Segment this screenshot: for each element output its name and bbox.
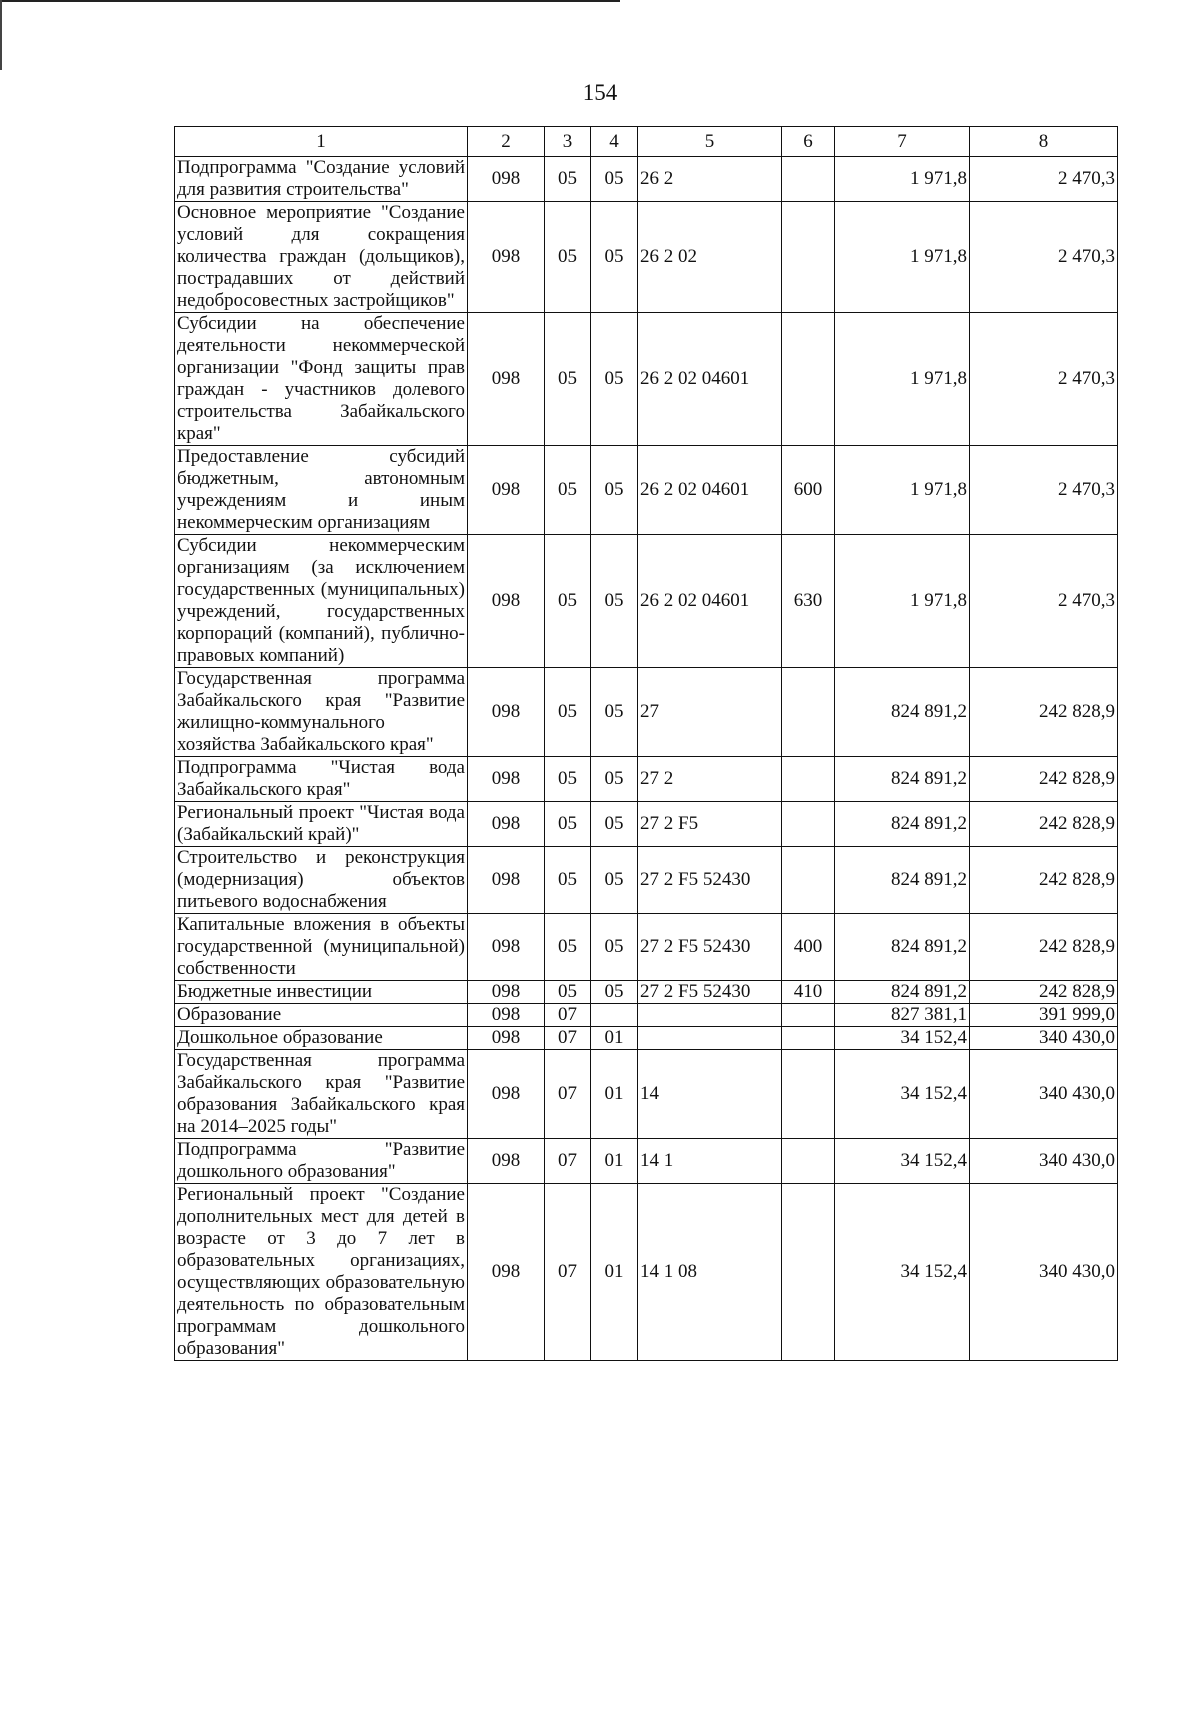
row-name-cell: Подпрограмма "Чистая вода Забайкальского края" [175,757,468,802]
target-article-cell: 27 2 F5 52430 [638,847,782,914]
expense-type-cell [782,668,835,757]
table-row [175,1139,1118,1184]
expense-type-cell: 410 [782,981,835,1004]
subsection-code-cell: 01 [591,1027,638,1050]
amount-year1-cell: 827 381,1 [835,1004,970,1027]
table-row [175,202,1118,313]
ministry-code-cell: 098 [468,157,545,202]
table-row [175,668,1118,757]
subsection-code-cell: 05 [591,535,638,668]
expense-type-cell [782,1050,835,1139]
amount-year1-cell: 1 971,8 [835,446,970,535]
table-row [175,1050,1118,1139]
ministry-code-cell: 098 [468,446,545,535]
subsection-code-cell: 05 [591,757,638,802]
section-code-cell: 05 [545,157,591,202]
amount-year1-cell: 1 971,8 [835,157,970,202]
amount-year1-cell: 34 152,4 [835,1050,970,1139]
row-name-cell: Субсидии некоммерческим организациям (за исключением государственных (муниципальных) учреждений, государственных корпораций (компаний), публично-правовых компаний) [175,535,468,668]
ministry-code-cell: 098 [468,1050,545,1139]
amount-year1-cell: 1 971,8 [835,202,970,313]
amount-year2-cell: 340 430,0 [970,1184,1118,1361]
amount-year2-cell: 2 470,3 [970,446,1118,535]
amount-year1-cell: 824 891,2 [835,981,970,1004]
amount-year2-cell: 2 470,3 [970,157,1118,202]
row-name-cell: Основное мероприятие "Создание условий для сокращения количества граждан (дольщиков), пострадавших от действий недобросовестных застройщиков" [175,202,468,313]
section-code-cell: 05 [545,313,591,446]
table-row [175,535,1118,668]
table-row [175,847,1118,914]
subsection-code-cell: 05 [591,802,638,847]
ministry-code-cell: 098 [468,313,545,446]
target-article-cell: 26 2 02 04601 [638,313,782,446]
ministry-code-cell: 098 [468,914,545,981]
target-article-cell: 27 [638,668,782,757]
table-body [175,157,1118,1361]
expense-type-cell: 400 [782,914,835,981]
budget-table [174,126,1118,1361]
scan-edge-left [0,0,2,70]
section-code-cell: 07 [545,1050,591,1139]
subsection-code-cell: 05 [591,446,638,535]
ministry-code-cell: 098 [468,1027,545,1050]
row-name-cell: Государственная программа Забайкальского края "Развитие образования Забайкальского края на 2014–2025 годы" [175,1050,468,1139]
amount-year2-cell: 242 828,9 [970,668,1118,757]
header-row [175,127,1118,157]
target-article-cell: 26 2 02 04601 [638,535,782,668]
target-article-cell: 14 1 [638,1139,782,1184]
subsection-code-cell: 05 [591,668,638,757]
section-code-cell: 07 [545,1139,591,1184]
row-name-cell: Субсидии на обеспечение деятельности некоммерческой организации "Фонд защиты прав граждан - участников долевого строительства Забайкальского края" [175,313,468,446]
target-article-cell [638,1027,782,1050]
row-name-cell: Региональный проект "Создание дополнительных мест для детей в возрасте от 3 до 7 лет в образовательных организациях, осуществляющих образовательную деятельность по образовательным программам дошкольного образования" [175,1184,468,1361]
amount-year1-cell: 34 152,4 [835,1184,970,1361]
table-row [175,914,1118,981]
amount-year1-cell: 1 971,8 [835,313,970,446]
section-code-cell: 05 [545,847,591,914]
target-article-cell: 27 2 [638,757,782,802]
amount-year1-cell: 1 971,8 [835,535,970,668]
row-name-cell: Дошкольное образование [175,1027,468,1050]
expense-type-cell [782,202,835,313]
header-cell: 2 [468,127,545,157]
amount-year1-cell: 824 891,2 [835,757,970,802]
amount-year1-cell: 824 891,2 [835,668,970,757]
subsection-code-cell: 05 [591,202,638,313]
subsection-code-cell: 05 [591,914,638,981]
amount-year2-cell: 2 470,3 [970,202,1118,313]
section-code-cell: 05 [545,446,591,535]
ministry-code-cell: 098 [468,202,545,313]
section-code-cell: 05 [545,757,591,802]
expense-type-cell [782,157,835,202]
header-cell: 7 [835,127,970,157]
section-code-cell: 05 [545,202,591,313]
ministry-code-cell: 098 [468,981,545,1004]
row-name-cell: Строительство и реконструкция (модернизация) объектов питьевого водоснабжения [175,847,468,914]
table-row [175,313,1118,446]
amount-year2-cell: 2 470,3 [970,313,1118,446]
page-number: 154 [582,80,618,105]
target-article-cell: 14 [638,1050,782,1139]
table-row [175,981,1118,1004]
ministry-code-cell: 098 [468,847,545,914]
section-code-cell: 05 [545,981,591,1004]
header-cell: 8 [970,127,1118,157]
target-article-cell: 27 2 F5 [638,802,782,847]
header-cell: 1 [175,127,468,157]
expense-type-cell: 630 [782,535,835,668]
header-cell: 6 [782,127,835,157]
ministry-code-cell: 098 [468,802,545,847]
table-row [175,446,1118,535]
amount-year1-cell: 34 152,4 [835,1027,970,1050]
amount-year2-cell: 2 470,3 [970,535,1118,668]
section-code-cell: 05 [545,914,591,981]
subsection-code-cell: 05 [591,847,638,914]
row-name-cell: Бюджетные инвестиции [175,981,468,1004]
subsection-code-cell: 01 [591,1184,638,1361]
expense-type-cell [782,847,835,914]
ministry-code-cell: 098 [468,757,545,802]
row-name-cell: Подпрограмма "Развитие дошкольного образования" [175,1139,468,1184]
amount-year1-cell: 824 891,2 [835,914,970,981]
ministry-code-cell: 098 [468,1004,545,1027]
ministry-code-cell: 098 [468,1139,545,1184]
section-code-cell: 07 [545,1004,591,1027]
expense-type-cell [782,1184,835,1361]
amount-year2-cell: 242 828,9 [970,757,1118,802]
section-code-cell: 07 [545,1184,591,1361]
subsection-code-cell: 01 [591,1050,638,1139]
amount-year2-cell: 340 430,0 [970,1139,1118,1184]
subsection-code-cell: 01 [591,1139,638,1184]
row-name-cell: Капитальные вложения в объекты государственной (муниципальной) собственности [175,914,468,981]
amount-year1-cell: 824 891,2 [835,847,970,914]
expense-type-cell [782,757,835,802]
section-code-cell: 05 [545,668,591,757]
ministry-code-cell: 098 [468,1184,545,1361]
scan-edge-top [0,0,620,2]
table-row [175,1184,1118,1361]
target-article-cell: 26 2 02 04601 [638,446,782,535]
amount-year1-cell: 34 152,4 [835,1139,970,1184]
amount-year2-cell: 242 828,9 [970,847,1118,914]
row-name-cell: Государственная программа Забайкальского края "Развитие жилищно-коммунального хозяйства Забайкальского края" [175,668,468,757]
expense-type-cell: 600 [782,446,835,535]
target-article-cell: 27 2 F5 52430 [638,981,782,1004]
amount-year2-cell: 340 430,0 [970,1027,1118,1050]
amount-year2-cell: 242 828,9 [970,802,1118,847]
expense-type-cell [782,802,835,847]
amount-year2-cell: 242 828,9 [970,981,1118,1004]
target-article-cell [638,1004,782,1027]
expense-type-cell [782,1027,835,1050]
table-row [175,1027,1118,1050]
ministry-code-cell: 098 [468,535,545,668]
expense-type-cell [782,1139,835,1184]
table-row [175,157,1118,202]
row-name-cell: Образование [175,1004,468,1027]
target-article-cell: 27 2 F5 52430 [638,914,782,981]
section-code-cell: 05 [545,802,591,847]
amount-year2-cell: 340 430,0 [970,1050,1118,1139]
target-article-cell: 26 2 [638,157,782,202]
section-code-cell: 07 [545,1027,591,1050]
target-article-cell: 26 2 02 [638,202,782,313]
table-row [175,1004,1118,1027]
amount-year2-cell: 391 999,0 [970,1004,1118,1027]
header-cell: 5 [638,127,782,157]
target-article-cell: 14 1 08 [638,1184,782,1361]
subsection-code-cell: 05 [591,313,638,446]
expense-type-cell [782,1004,835,1027]
section-code-cell: 05 [545,535,591,668]
header-cell: 3 [545,127,591,157]
subsection-code-cell [591,1004,638,1027]
row-name-cell: Региональный проект "Чистая вода (Забайкальский край)" [175,802,468,847]
amount-year1-cell: 824 891,2 [835,802,970,847]
table-row [175,802,1118,847]
expense-type-cell [782,313,835,446]
amount-year2-cell: 242 828,9 [970,914,1118,981]
subsection-code-cell: 05 [591,981,638,1004]
row-name-cell: Подпрограмма "Создание условий для развития строительства" [175,157,468,202]
header-cell: 4 [591,127,638,157]
row-name-cell: Предоставление субсидий бюджетным, автономным учреждениям и иным некоммерческим организациям [175,446,468,535]
table-row [175,757,1118,802]
subsection-code-cell: 05 [591,157,638,202]
ministry-code-cell: 098 [468,668,545,757]
